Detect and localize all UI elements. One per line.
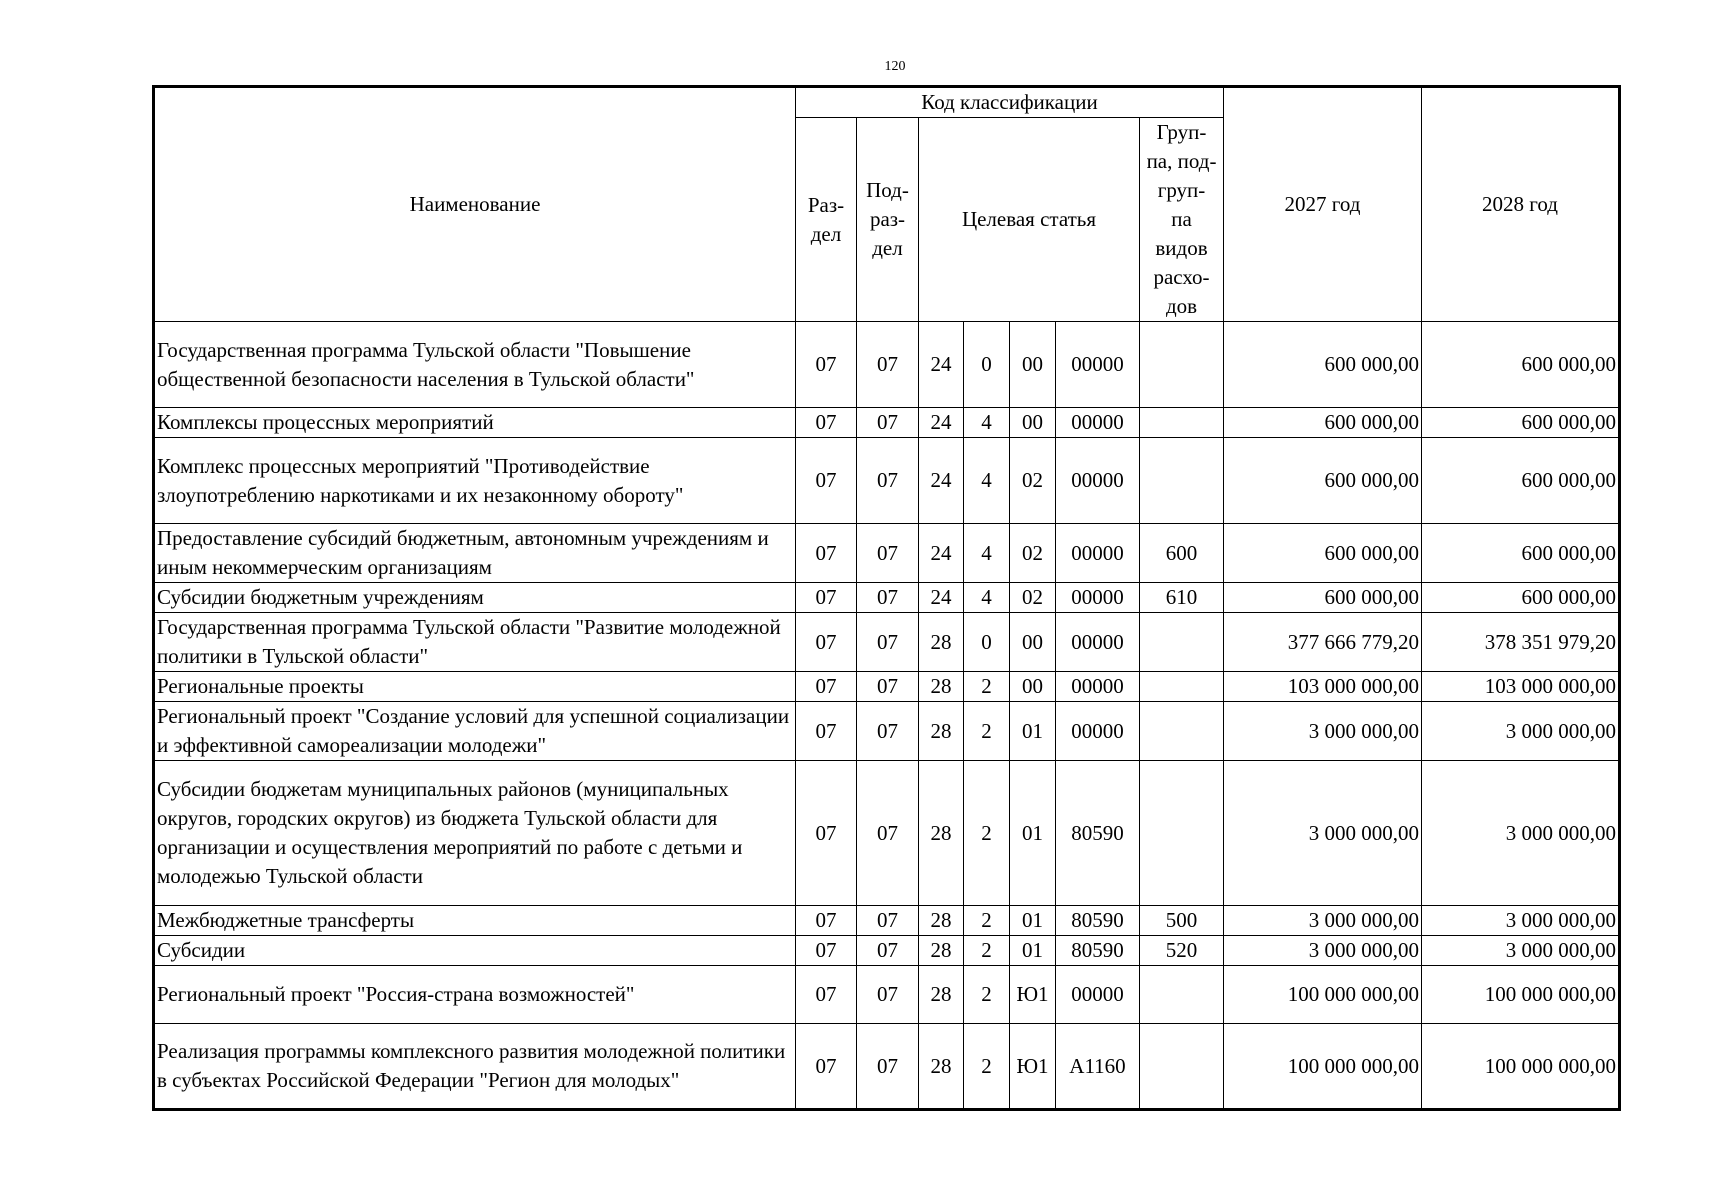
row-name: Субсидии xyxy=(154,936,796,966)
table-row xyxy=(154,761,1620,906)
row-amount-2028: 100 000 000,00 xyxy=(1422,1024,1620,1110)
row-amount-2028: 600 000,00 xyxy=(1422,322,1620,408)
row-name: Предоставление субсидий бюджетным, автономным учреждениям и иным некоммерческим организациям xyxy=(154,524,796,583)
row-expense-group xyxy=(1140,1024,1224,1110)
row-expense-group xyxy=(1140,672,1224,702)
row-section: 07 xyxy=(796,966,857,1024)
row-amount-2027: 103 000 000,00 xyxy=(1224,672,1422,702)
table-body xyxy=(154,322,1620,1110)
row-expense-group: 600 xyxy=(1140,524,1224,583)
row-target-program: 28 xyxy=(919,936,964,966)
row-amount-2027: 3 000 000,00 xyxy=(1224,761,1422,906)
row-name: Комплекс процессных мероприятий "Противодействие злоупотреблению наркотиками и их незаконному обороту" xyxy=(154,438,796,524)
row-amount-2027: 600 000,00 xyxy=(1224,438,1422,524)
row-subsection: 07 xyxy=(857,524,919,583)
table-row xyxy=(154,408,1620,438)
table-row xyxy=(154,966,1620,1024)
row-target-direction: 80590 xyxy=(1056,936,1140,966)
row-amount-2027: 3 000 000,00 xyxy=(1224,936,1422,966)
row-target-structure: 00 xyxy=(1010,322,1056,408)
row-target-program: 28 xyxy=(919,672,964,702)
row-expense-group xyxy=(1140,702,1224,761)
row-target-program: 24 xyxy=(919,583,964,613)
row-amount-2028: 3 000 000,00 xyxy=(1422,761,1620,906)
row-expense-group: 520 xyxy=(1140,936,1224,966)
row-expense-group xyxy=(1140,438,1224,524)
row-expense-group xyxy=(1140,966,1224,1024)
row-subsection: 07 xyxy=(857,583,919,613)
row-subsection: 07 xyxy=(857,936,919,966)
row-target-type: 0 xyxy=(964,613,1010,672)
row-target-program: 28 xyxy=(919,906,964,936)
row-target-structure: 01 xyxy=(1010,906,1056,936)
row-target-program: 28 xyxy=(919,761,964,906)
row-target-program: 28 xyxy=(919,966,964,1024)
row-target-structure: 01 xyxy=(1010,936,1056,966)
row-target-type: 2 xyxy=(964,906,1010,936)
row-target-program: 28 xyxy=(919,702,964,761)
table-row xyxy=(154,672,1620,702)
row-target-direction: 00000 xyxy=(1056,966,1140,1024)
row-subsection: 07 xyxy=(857,322,919,408)
row-target-type: 4 xyxy=(964,438,1010,524)
row-target-program: 28 xyxy=(919,1024,964,1110)
row-name: Реализация программы комплексного развития молодежной политики в субъектах Российской Федерации "Регион для молодых" xyxy=(154,1024,796,1110)
row-expense-group xyxy=(1140,408,1224,438)
row-target-direction: 00000 xyxy=(1056,524,1140,583)
row-section: 07 xyxy=(796,322,857,408)
row-name: Субсидии бюджетам муниципальных районов (муниципальных округов, городских округов) из бюджета Тульской области для организации и осуществления мероприятий по работе с детьми и молодежью Тульской области xyxy=(154,761,796,906)
row-expense-group xyxy=(1140,613,1224,672)
row-name: Субсидии бюджетным учреждениям xyxy=(154,583,796,613)
row-target-direction: 00000 xyxy=(1056,702,1140,761)
header-year-2028: 2028 год xyxy=(1422,87,1620,322)
row-section: 07 xyxy=(796,583,857,613)
budget-table xyxy=(152,85,1621,1111)
row-amount-2028: 3 000 000,00 xyxy=(1422,906,1620,936)
row-target-structure: 00 xyxy=(1010,613,1056,672)
table-header xyxy=(154,87,1620,322)
row-amount-2028: 100 000 000,00 xyxy=(1422,966,1620,1024)
row-target-direction: 00000 xyxy=(1056,438,1140,524)
row-target-program: 28 xyxy=(919,613,964,672)
header-year-2027: 2027 год xyxy=(1224,87,1422,322)
row-amount-2027: 600 000,00 xyxy=(1224,322,1422,408)
row-name: Региональный проект "Создание условий для успешной социализации и эффективной самореализации молодежи" xyxy=(154,702,796,761)
row-target-direction: 00000 xyxy=(1056,583,1140,613)
row-amount-2028: 3 000 000,00 xyxy=(1422,702,1620,761)
row-target-type: 2 xyxy=(964,761,1010,906)
row-target-direction: 00000 xyxy=(1056,322,1140,408)
row-target-direction: 00000 xyxy=(1056,408,1140,438)
row-section: 07 xyxy=(796,702,857,761)
table-row xyxy=(154,524,1620,583)
row-target-type: 2 xyxy=(964,672,1010,702)
row-subsection: 07 xyxy=(857,761,919,906)
row-target-type: 4 xyxy=(964,583,1010,613)
table-row xyxy=(154,906,1620,936)
table-row xyxy=(154,322,1620,408)
row-name: Региональный проект "Россия-страна возможностей" xyxy=(154,966,796,1024)
row-section: 07 xyxy=(796,936,857,966)
row-amount-2027: 100 000 000,00 xyxy=(1224,1024,1422,1110)
row-amount-2027: 600 000,00 xyxy=(1224,408,1422,438)
row-subsection: 07 xyxy=(857,438,919,524)
row-target-type: 2 xyxy=(964,1024,1010,1110)
row-name: Государственная программа Тульской области "Повышение общественной безопасности населения в Тульской области" xyxy=(154,322,796,408)
header-section: Раз- дел xyxy=(796,118,857,322)
row-subsection: 07 xyxy=(857,672,919,702)
row-section: 07 xyxy=(796,672,857,702)
row-name: Комплексы процессных мероприятий xyxy=(154,408,796,438)
row-target-structure: 01 xyxy=(1010,761,1056,906)
row-section: 07 xyxy=(796,613,857,672)
row-section: 07 xyxy=(796,408,857,438)
row-target-direction: 80590 xyxy=(1056,906,1140,936)
row-target-type: 0 xyxy=(964,322,1010,408)
row-subsection: 07 xyxy=(857,702,919,761)
row-expense-group xyxy=(1140,322,1224,408)
row-target-program: 24 xyxy=(919,524,964,583)
row-name: Государственная программа Тульской области "Развитие молодежной политики в Тульской области" xyxy=(154,613,796,672)
row-target-type: 2 xyxy=(964,936,1010,966)
row-target-program: 24 xyxy=(919,322,964,408)
row-target-type: 2 xyxy=(964,966,1010,1024)
row-section: 07 xyxy=(796,524,857,583)
row-target-program: 24 xyxy=(919,438,964,524)
row-subsection: 07 xyxy=(857,613,919,672)
row-subsection: 07 xyxy=(857,408,919,438)
row-target-type: 4 xyxy=(964,408,1010,438)
row-amount-2027: 3 000 000,00 xyxy=(1224,906,1422,936)
row-target-structure: 00 xyxy=(1010,672,1056,702)
row-section: 07 xyxy=(796,761,857,906)
row-target-structure: 02 xyxy=(1010,583,1056,613)
row-amount-2028: 103 000 000,00 xyxy=(1422,672,1620,702)
row-target-structure: 01 xyxy=(1010,702,1056,761)
row-name: Межбюджетные трансферты xyxy=(154,906,796,936)
row-target-program: 24 xyxy=(919,408,964,438)
row-expense-group xyxy=(1140,761,1224,906)
row-amount-2027: 377 666 779,20 xyxy=(1224,613,1422,672)
row-target-direction: 80590 xyxy=(1056,761,1140,906)
row-subsection: 07 xyxy=(857,906,919,936)
table-row xyxy=(154,613,1620,672)
header-expense-group: Груп- па, под- груп- па видов расхо- дов xyxy=(1140,118,1224,322)
row-amount-2028: 600 000,00 xyxy=(1422,438,1620,524)
table-row xyxy=(154,438,1620,524)
row-name: Региональные проекты xyxy=(154,672,796,702)
row-amount-2028: 600 000,00 xyxy=(1422,583,1620,613)
table-row xyxy=(154,1024,1620,1110)
row-target-direction: 00000 xyxy=(1056,672,1140,702)
row-target-structure: 00 xyxy=(1010,408,1056,438)
row-amount-2027: 100 000 000,00 xyxy=(1224,966,1422,1024)
table-row xyxy=(154,702,1620,761)
row-target-type: 4 xyxy=(964,524,1010,583)
row-target-direction: 00000 xyxy=(1056,613,1140,672)
header-subsection: Под- раз- дел xyxy=(857,118,919,322)
row-target-structure: 02 xyxy=(1010,438,1056,524)
row-target-type: 2 xyxy=(964,702,1010,761)
row-expense-group: 610 xyxy=(1140,583,1224,613)
row-amount-2028: 600 000,00 xyxy=(1422,524,1620,583)
row-target-structure: Ю1 xyxy=(1010,1024,1056,1110)
row-section: 07 xyxy=(796,438,857,524)
row-section: 07 xyxy=(796,1024,857,1110)
row-target-structure: 02 xyxy=(1010,524,1056,583)
row-amount-2028: 3 000 000,00 xyxy=(1422,936,1620,966)
row-amount-2028: 600 000,00 xyxy=(1422,408,1620,438)
row-amount-2027: 3 000 000,00 xyxy=(1224,702,1422,761)
row-target-direction: А1160 xyxy=(1056,1024,1140,1110)
row-target-structure: Ю1 xyxy=(1010,966,1056,1024)
row-amount-2027: 600 000,00 xyxy=(1224,524,1422,583)
header-name: Наименование xyxy=(154,87,796,322)
row-subsection: 07 xyxy=(857,966,919,1024)
header-classification-code: Код классификации xyxy=(796,87,1224,118)
row-expense-group: 500 xyxy=(1140,906,1224,936)
page-number: 120 xyxy=(884,59,906,74)
row-amount-2028: 378 351 979,20 xyxy=(1422,613,1620,672)
table-row xyxy=(154,936,1620,966)
row-section: 07 xyxy=(796,906,857,936)
header-target-article: Целевая статья xyxy=(919,118,1140,322)
row-amount-2027: 600 000,00 xyxy=(1224,583,1422,613)
row-subsection: 07 xyxy=(857,1024,919,1110)
table-row xyxy=(154,583,1620,613)
